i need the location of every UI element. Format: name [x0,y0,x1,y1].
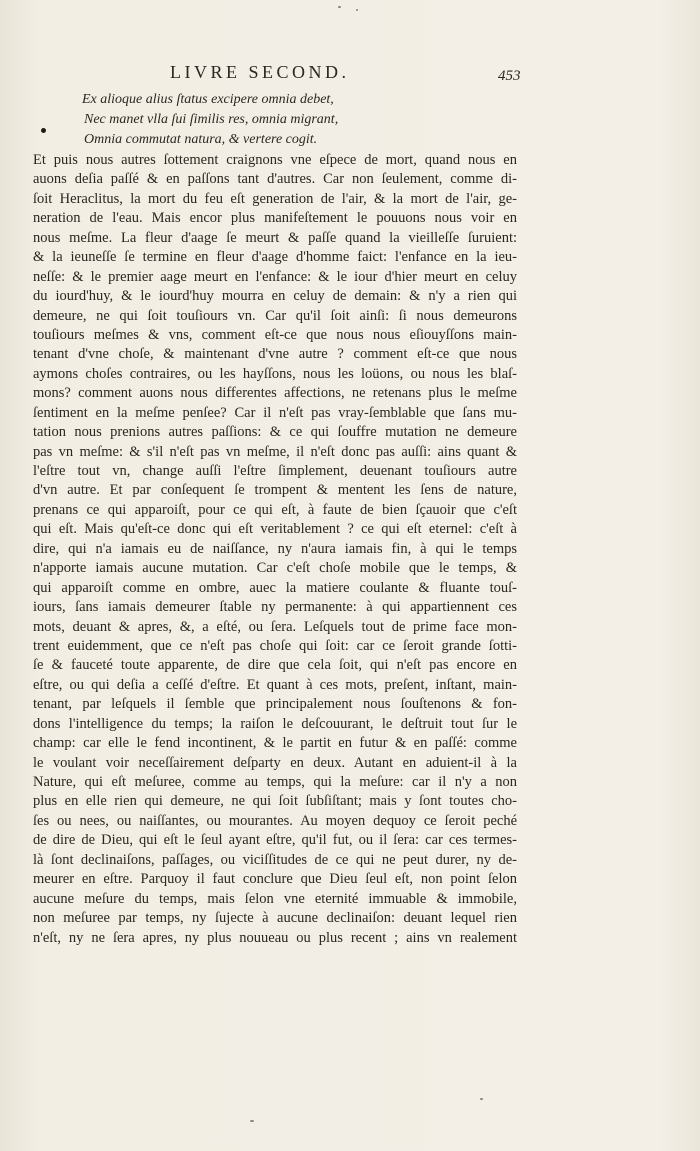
text-line: ſoit Heraclitus, la mort du feu eſt generation de l'air, & la mort de l'air, ge- [33,190,517,207]
text-line: tenant, par leſquels il ſemble que principalement nous ſouſtenons & fon- [33,696,517,713]
text-line: champ: car elle le fend incontinent, & le partit en futur & en paſſé: comme [33,735,517,752]
text-line: là ſont declinaiſons, paſſages, ou viciſſitudes de ce qui ne peut durer, ny de- [33,851,517,868]
text-line: touſiours meſmes & vns, comment eſt-ce que nous nous eſiouyſſons main- [33,326,517,343]
text-line: eſtre, ou qui deſia a ceſſé d'eſtre. Et quant à ces mots, preſent, inſtant, main- [33,676,517,693]
text-line: qui apparoiſt comme en ombre, auec la matiere coulante & fluante touſ- [33,579,517,596]
margin-mark [41,128,46,133]
text-line: aucune meſure du temps, mais ſelon vne eternité immuable & immobile, [33,890,517,907]
text-line: meurer en eſtre. Parquoy il faut conclure que Dieu ſeul eſt, non point ſelon [33,871,517,888]
text-line: tenant d'vne choſe, & maintenant d'vne autre ? comment eſt-ce que nous [33,346,517,363]
text-line: ſentiment en la meſme penſee? Car il n'eſt pas vray-ſemblable que ſans mu- [33,404,517,421]
text-line: pas vn meſme: & s'il n'eſt pas vn meſme, il n'eſt donc pas auſſi: ains quant & [33,443,517,460]
text-line: d'vn autre. Et par conſequent ſe trompent & mentent les ſens de nature, [33,482,517,499]
text-line: iours, ſans iamais demeurer ſtable ny permanente: à qui appartiennent ces [33,599,517,616]
text-line: prenans ce qui apparoiſt, pour ce qui eſt, à faute de bien ſçauoir que c'eſt [33,501,517,518]
verse-line: Omnia commutat natura, & vertere cogit. [84,132,318,147]
text-line: du iourd'huy, & le iourd'huy mourra en celuy de demain: & n'y a rien qui [33,288,517,305]
ink-speck [250,1120,254,1122]
text-line: trent euidemment, que ce n'eſt pas choſe qui ſoit: car ce ſeroit grande ſotti- [33,637,517,654]
text-line: non meſuree par temps, ny ſujecte à aucune declinaiſon: deuant lequel rien [33,910,517,927]
latin-verse [82,90,502,150]
text-line: qui eſt. Mais qu'eſt-ce donc qui eſt veritablement ? ce qui eſt eternel: c'eſt à [33,521,517,538]
text-line: mons? comment auons nous differentes affections, ne retenans plus le meſme [33,385,517,402]
ink-speck [480,1098,483,1100]
text-line: Et puis nous autres ſottement craignons vne eſpece de mort, quand nous en [33,152,517,168]
ink-speck [338,6,341,8]
text-line: dons l'intelligence du temps; la raiſon le deſcouurant, le deſtruit tout ſur le [33,715,517,732]
verse-line: Ex alioque alius ſtatus excipere omnia debet, [82,92,334,107]
text-line: plus en elle rien qui demeure, ne qui ſoit ſubſiſtant; mais y ſont toutes cho- [33,793,517,810]
page-header [0,62,700,86]
running-head: LIVRE SECOND. [170,62,350,82]
text-line: ſe & fauceté toute apparente, de dire que cela ſoit, qui n'eſt pas encore en [33,657,517,674]
text-line: aymons choſes contraires, ou les hayſſons, nous les loüons, ou nous les blaſ- [33,365,517,382]
ink-speck [356,9,358,11]
text-line: mots, deuant & apres, &, a eſté, ou ſera. Leſquels tout de prime face mon- [33,618,517,635]
text-line: n'eſt, ny ne ſera apres, ny plus nouueau ou plus recent ; ains vn realement [33,929,517,946]
verse-line: Nec manet vlla ſui ſimilis res, omnia migrant, [84,112,339,127]
text-line: tation nous prenions autres paſſions: & ce qui ſouffre mutation ne demeure [33,424,517,441]
page-number: 453 [498,68,521,84]
text-line: neration de l'eau. Mais encor plus manifeſtement le pouuons nous voir en [33,210,517,227]
text-line: de dire de Dieu, qui eſt le ſeul ayant eſtre, qu'il fut, ou il ſera: car ces termes- [33,832,517,849]
text-line: auons deſia paſſé & en paſſons tant d'autres. Car non ſeulement, comme di- [33,171,517,188]
text-line: le voulant voir neceſſairement deſparty en deux. Autant en aduient-il à la [33,754,517,771]
text-line: nous meſme. La fleur d'aage ſe meurt & paſſe quand la vieilleſſe ſuruient: [33,229,517,246]
text-line: neſſe: & le premier aage meurt en l'enfance: & le iour d'hier meurt en celuy [33,268,517,285]
text-line: dire, qui n'a iamais eu de naiſſance, ny n'aura iamais fin, à qui le temps [33,540,517,557]
text-line: demeure, ne qui ſoit touſiours vn. Car qu'il ſoit ainſi: ſi nous demeurons [33,307,517,324]
text-line: l'eſtre tout vn, change auſſi l'eſtre ſimplement, deuenant touſiours autre [33,463,517,479]
text-line: n'apporte iamais aucune mutation. Car c'eſt choſe mobile que le temps, & [33,560,517,577]
text-line: Nature, qui eſt meſuree, comme au temps, qui la meſure: car il n'y a non [33,774,517,790]
text-line: ſes ou nees, ou naiſſantes, ou mourantes. Au moyen dequoy ce ſeroit peché [33,812,517,829]
body-text [33,151,517,948]
text-line: & la ieuneſſe ſe termine en fleur d'aage d'homme faict: l'enfance en la ieu- [33,249,517,266]
